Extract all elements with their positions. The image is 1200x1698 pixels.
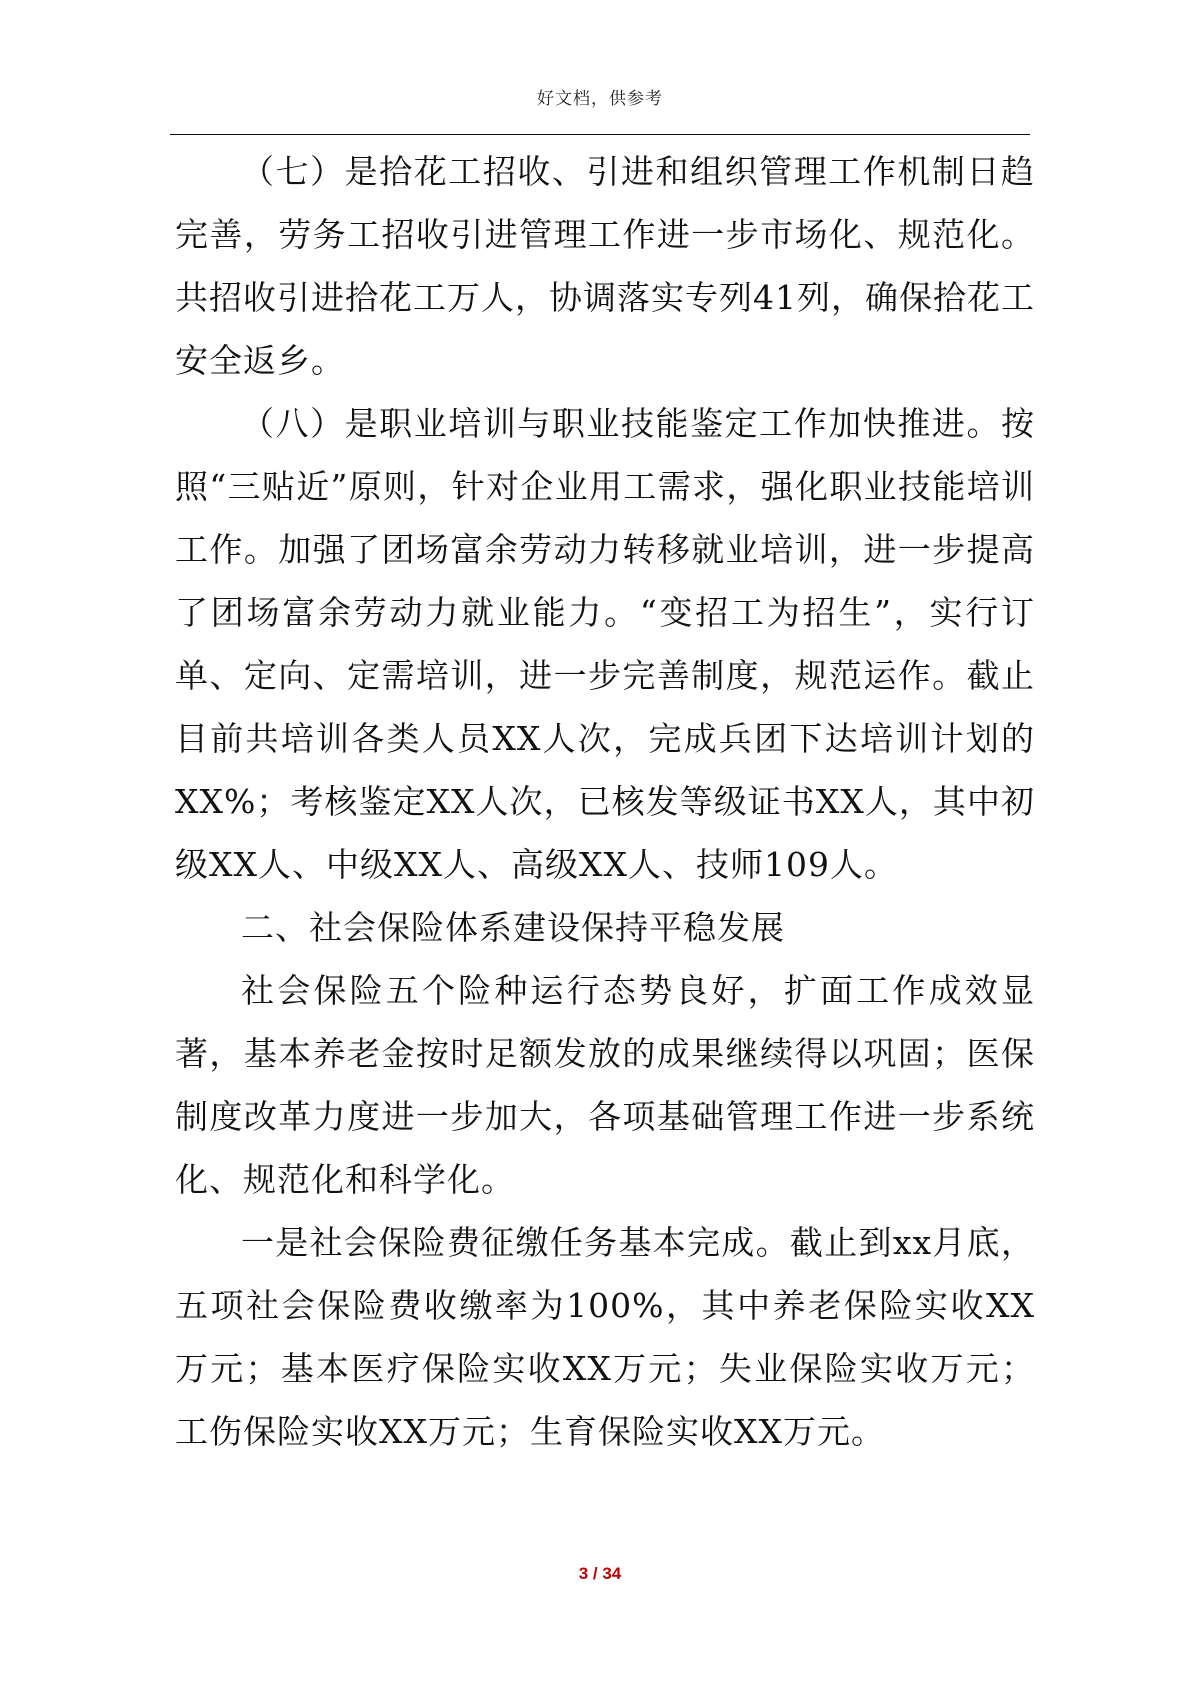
document-body <box>175 140 1035 1463</box>
paragraph-eight: （八）是职业培训与职业技能鉴定工作加快推进。按照“三贴近”原则，针对企业用工需求，强化职业技能培训工作。加强了团场富余劳动力转移就业培训，进一步提高了团场富余劳动力就业能力。“变招工为招生”，实行订单、定向、定需培训，进一步完善制度，规范运作。截止目前共培训各类人员XX人次，完成兵团下达培训计划的XX%；考核鉴定XX人次，已核发等级证书XX人，其中初级XX人、中级XX人、高级XX人、技师109人。 <box>175 404 1035 884</box>
section-heading: 二、社会保险体系建设保持平稳发展 <box>241 908 785 947</box>
page-number: 3 / 34 <box>578 1564 622 1583</box>
section-paragraph-collection: 一是社会保险费征缴任务基本完成。截止到xx月底，五项社会保险费收缴率为100%，其中养老保险实收XX万元；基本医疗保险实收XX万元；失业保险实收万元；工伤保险实收XX万元；生育保险实收XX万元。 <box>175 1223 1035 1451</box>
header-divider <box>170 134 1030 135</box>
page-header: 好文档，供参考 <box>537 89 663 109</box>
section-paragraph-overview: 社会保险五个险种运行态势良好，扩面工作成效显著，基本养老金按时足额发放的成果继续得以巩固；医保制度改革力度进一步加大，各项基础管理工作进一步系统化、规范化和科学化。 <box>175 971 1035 1199</box>
paragraph-seven: （七）是拾花工招收、引进和组织管理工作机制日趋完善，劳务工招收引进管理工作进一步市场化、规范化。共招收引进拾花工万人，协调落实专列41列，确保拾花工安全返乡。 <box>175 152 1035 380</box>
